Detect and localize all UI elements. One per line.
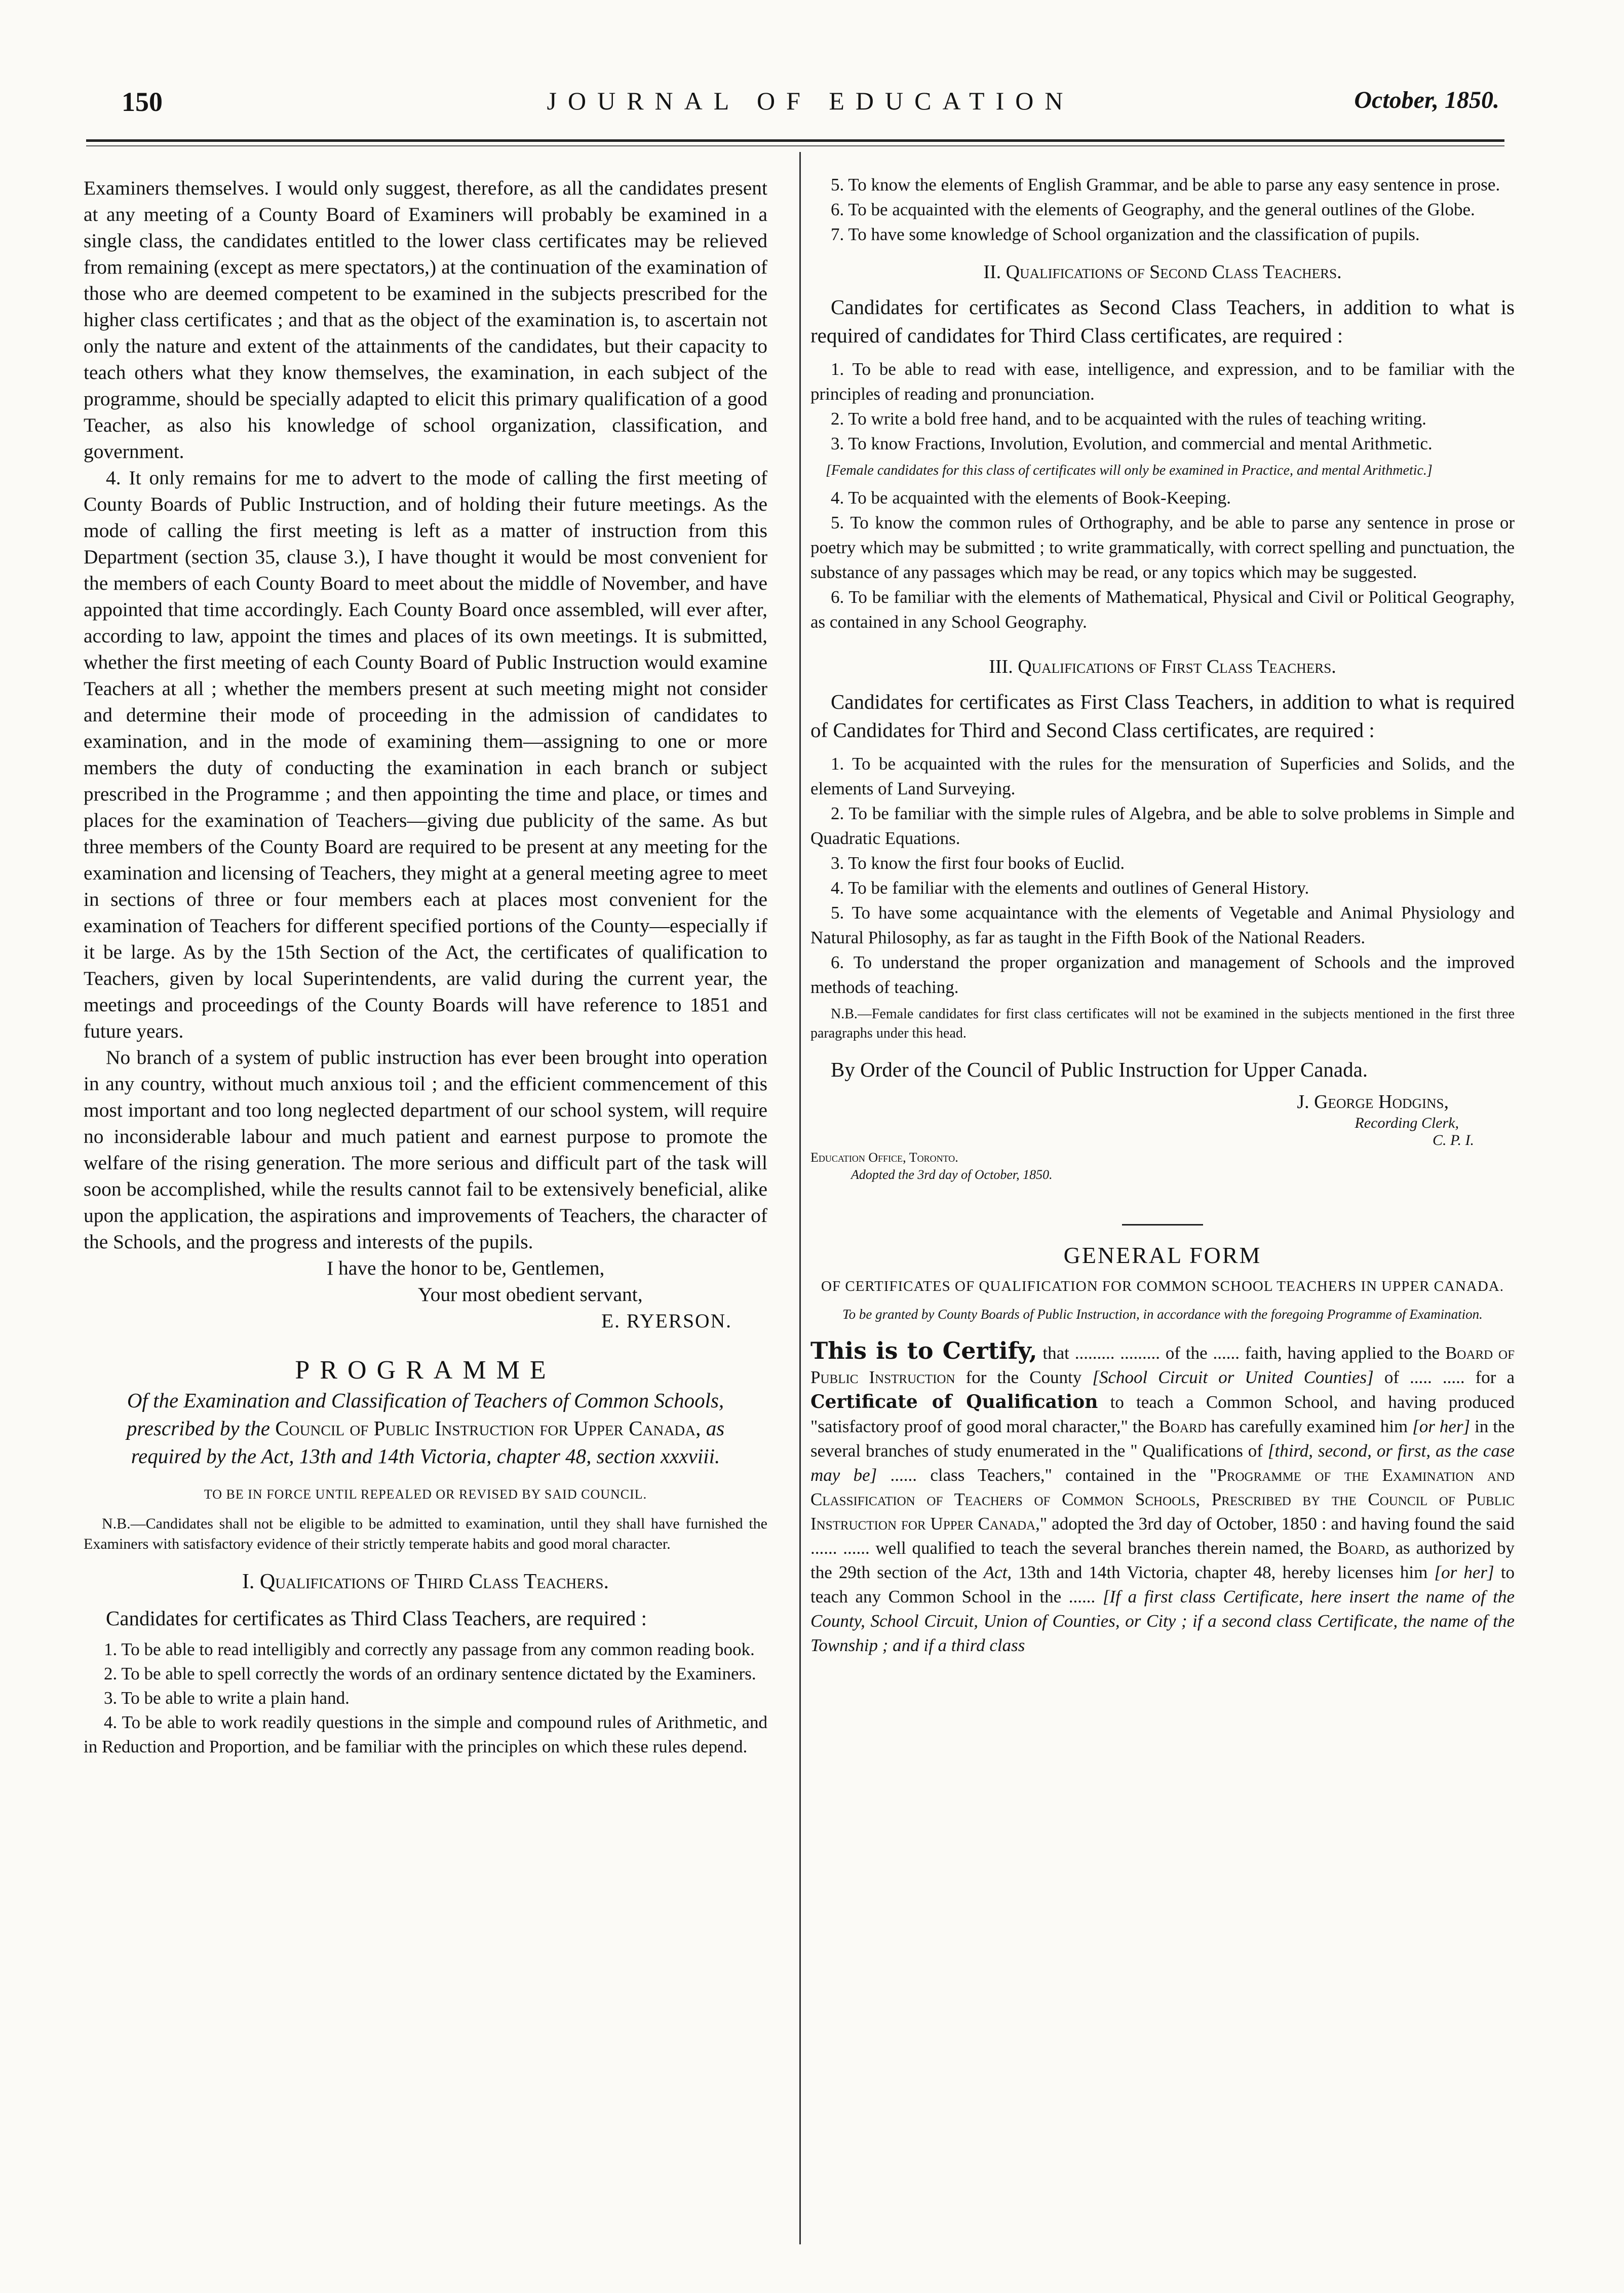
cert-text: in the several branches of study enumerated in the " Qualifications of <box>810 1417 1515 1461</box>
list-item: 2. To write a bold free hand, and to be acquainted with the rules of teaching writing. <box>831 409 1426 429</box>
issue-date: October, 1850. <box>1354 87 1499 113</box>
general-form-subheading: OF CERTIFICATES OF QUALIFICATION FOR COMMON SCHOOL TEACHERS IN UPPER CANADA. <box>821 1278 1504 1294</box>
page-number: 150 <box>122 87 163 117</box>
left-column <box>84 175 767 1759</box>
cert-text: as authorized by the 29th section of the <box>810 1538 1515 1582</box>
section-lead: Candidates for certificates as Second Class Teachers, in addition to what is required of candidates for Third Class certificates, are required : <box>810 295 1515 347</box>
cert-programme: Programme of the Examination and Classification of Teachers of Common Schools, Prescribed by the Council of Public Instruction for Upper Canada, <box>810 1465 1515 1534</box>
list-item: 2. To be familiar with the simple rules of Algebra, and be able to solve problems in Simple and Quadratic Equations. <box>810 804 1515 848</box>
cert-text: to teach any Common School in the ...... <box>810 1562 1515 1607</box>
certificate-text <box>810 1339 1515 1658</box>
granted-note: To be granted by County Boards of Public Instruction, in accordance with the foregoing Programme of Examination. <box>842 1307 1483 1322</box>
cert-board: Board of Public Instruction <box>810 1343 1515 1387</box>
section-heading-second: II. Qualifications of Second Class Teachers. <box>983 261 1342 283</box>
body-paragraph: Examiners themselves. I would only suggest, therefore, as all the candidates present at any meeting of a County Board of Examiners will probably be examined in a single class, the candidates entitled to the lower class certificates may be relieved from remaining (except as mere spectators,) at the continuation of the examination of those who are deemed competent to be examined in the subjects prescribed for the higher class certificates ; and that as the object of the examination is, to ascertain not only the nature and extent of the attainments of the candidates, but their capacity to teach others what they know themselves, the examination, in each subject of the programme, should be specially adapted to elicit this primary qualification of a good Teacher, as also his knowledge of school organization, classification, and government. <box>84 177 767 463</box>
list-item: 4. To be familiar with the elements and outlines of General History. <box>831 878 1309 898</box>
list-item: 6. To be familiar with the elements of Mathematical, Physical and Civil or Political Geography, as contained in any School Geography. <box>810 587 1515 632</box>
section-lead: Candidates for certificates as First Class Teachers, in addition to what is required of Candidates for Third and Second Class certificates, are required : <box>810 690 1515 742</box>
header-rule-thin <box>86 145 1504 146</box>
cert-text: to teach a Common School, and having produced "satisfactory proof of good moral character," the <box>810 1392 1515 1436</box>
cert-italic: [third, second, or first, as the case may be] <box>810 1441 1515 1485</box>
cert-board: Board <box>1158 1417 1207 1436</box>
list-item: 4. To be acquainted with the elements of Book-Keeping. <box>831 488 1231 508</box>
letter-closing: Your most obedient servant, <box>418 1283 643 1306</box>
first-class-nb: N.B.—Female candidates for first class certificates will not be examined in the subjects mentioned in the first three paragraphs under this head. <box>810 1006 1515 1041</box>
letter-closing: I have the honor to be, Gentlemen, <box>327 1257 605 1279</box>
section-separator <box>1122 1224 1203 1226</box>
nb-note: N.B.—Candidates shall not be eligible to be admitted to examination, until they shall have furnished the Examiners with satisfactory evidence of their strictly temperate habits and good moral character. <box>84 1515 767 1552</box>
cert-blackletter: Certificate of Qualification <box>810 1391 1098 1412</box>
list-item: 6. To be acquainted with the elements of Geography, and the general outlines of the Globe. <box>831 200 1475 219</box>
programme-subtitle-b: as required by the Act, 13th and 14th Victoria, chapter 48, section xxxviii. <box>131 1417 725 1468</box>
cert-italic: [If a first class Certificate, here insert the name of the County, School Circuit, Union of Counties, or City ; if a second class Certificate, the name of the Township ; and if a third class <box>810 1587 1515 1655</box>
council-order: By Order of the Council of Public Instruction for Upper Canada. <box>831 1058 1368 1081</box>
cert-italic: [or her] <box>1434 1562 1494 1582</box>
general-form-heading: GENERAL FORM <box>1063 1242 1262 1268</box>
cert-italic: Act, <box>983 1562 1012 1582</box>
list-item: 1. To be able to read with ease, intelligence, and expression, and to be familiar with the principles of reading and pronunciation. <box>810 359 1515 404</box>
in-force-notice: TO BE IN FORCE UNTIL REPEALED OR REVISED BY SAID COUNCIL. <box>204 1487 647 1502</box>
female-candidates-note: [Female candidates for this class of certificates will only be examined in Practice, and mental Arithmetic.] <box>826 463 1433 478</box>
section-heading-first: III. Qualifications of First Class Teachers. <box>989 656 1336 677</box>
list-item: 3. To know Fractions, Involution, Evolution, and commercial and mental Arithmetic. <box>831 434 1433 453</box>
third-class-list <box>84 1637 767 1759</box>
cert-text: that ......... ......... of the ...... faith, having applied to the <box>1042 1343 1440 1363</box>
cert-text: has carefully examined him <box>1211 1417 1408 1436</box>
body-paragraph: No branch of a system of public instruction has ever been brought into operation in any country, without much anxious toil ; and the efficient commencement of this most important and too long neglected department of our school system, will require no inconsiderable labour and much patient and earnest purpose to promote the welfare of the rising generation. The more serious and difficult part of the task will soon be accomplished, while the results cannot fail to be extensively beneficial, alike upon the application, the aspirations and improvements of Teachers, the character of the Schools, and the progress and interests of the pupils. <box>84 1046 767 1253</box>
programme-subtitle-council: Council of Public Instruction for Upper Canada, <box>275 1417 701 1440</box>
list-item: 6. To understand the proper organization and management of Schools and the improved methods of teaching. <box>810 952 1515 997</box>
section-heading-third: I. Qualifications of Third Class Teachers. <box>242 1570 609 1593</box>
right-column <box>810 172 1515 1658</box>
adopted-date: Adopted the 3rd day of October, 1850. <box>851 1167 1053 1182</box>
cert-italic: [School Circuit or United Counties] <box>1092 1367 1374 1387</box>
cert-text: of ..... ..... for a <box>1384 1367 1515 1387</box>
page-header <box>122 86 1499 132</box>
clerk-office: C. P. I. <box>1433 1132 1474 1149</box>
certify-blackletter: This is to Certify, <box>810 1337 1037 1364</box>
clerk-title: Recording Clerk, <box>1355 1115 1459 1131</box>
cert-board: Board, <box>1337 1538 1389 1558</box>
programme-heading: PROGRAMME <box>295 1356 556 1385</box>
list-item: 7. To have some knowledge of School organization and the classification of pupils. <box>831 224 1420 244</box>
journal-title: JOURNAL OF EDUCATION <box>547 87 1074 115</box>
section-lead: Candidates for certificates as Third Class Teachers, are required : <box>106 1607 647 1630</box>
list-item: 1. To be able to read intelligibly and correctly any passage from any common reading book. <box>104 1639 755 1659</box>
column-divider <box>799 152 801 2244</box>
list-item: 4. To be able to work readily questions in the simple and compound rules of Arithmetic, and in Reduction and Proportion, and be familiar with the principles on which these rules depend. <box>84 1712 767 1756</box>
header-rule <box>86 139 1504 142</box>
list-item: 5. To know the elements of English Grammar, and be able to parse any easy sentence in prose. <box>831 175 1500 195</box>
list-item: 2. To be able to spell correctly the words of an ordinary sentence dictated by the Examiners. <box>104 1664 756 1684</box>
list-item: 5. To have some acquaintance with the elements of Vegetable and Animal Physiology and Natural Philosophy, as far as taught in the Fifth Book of the National Readers. <box>810 903 1515 947</box>
programme-subtitle-a: Of the Examination and Classification of Teachers of Common Schools, prescribed by the <box>126 1389 724 1440</box>
list-item: 5. To know the common rules of Orthography, and be able to parse any sentence in prose or poetry which may be submitted ; to write grammatically, with correct spelling and punctuation, the substance of any passages which may be read, or any topics which may be suggested. <box>810 513 1515 582</box>
letter-signature: E. RYERSON. <box>601 1310 732 1332</box>
programme-subtitle <box>84 1387 767 1470</box>
body-paragraph: 4. It only remains for me to advert to the mode of calling the first meeting of County Boards of Public Instruction, and of holding their future meetings. As the mode of calling the first meeting is left as a matter of instruction from this Department (section 35, clause 3.), I have thought it would be most convenient for the members of each County Board to meet about the middle of November, and have appointed that time accordingly. Each County Board once assembled, will ever after, according to law, appoint the times and places of its own meetings. It is submitted, whether the first meeting of each County Board of Public Instruction would examine Teachers at all ; whether the members present at such meeting might not consider and determine their mode of proceeding in the admission of candidates to examination, and in the mode of examining them—assigning to one or more members the duty of conducting the examination in each branch or subject prescribed in the Programme ; and then appointing the time and place, or times and places for the examination of Teachers—giving due publicity of the same. As but three members of the County Board are required to be present at any meeting for the examination and licensing of Teachers, they might at a general meeting agree to meet in sections of three or four members each at places most convenient for the examination of Teachers for different specified portions of the County—especially if it be large. As by the 15th Section of the Act, the certificates of qualification to Teachers, given by local Superintendents, are valid during the current year, the meetings and proceedings of the County Boards will have reference to 1851 and future years. <box>84 467 767 1042</box>
list-item: 3. To know the first four books of Euclid. <box>831 853 1125 873</box>
education-office: Education Office, Toronto. <box>810 1150 958 1165</box>
cert-text: " adopted the 3rd day of October, 1850 : and having found the said ...... ...... well qualified to teach the several branches therein named, the <box>810 1514 1515 1558</box>
list-item: 1. To be acquainted with the rules for the mensuration of Superficies and Solids, and the elements of Land Surveying. <box>810 754 1515 798</box>
list-item: 3. To be able to write a plain hand. <box>104 1688 350 1708</box>
cert-italic: [or her] <box>1412 1417 1471 1436</box>
order-signature: J. George Hodgins, <box>1297 1091 1449 1113</box>
cert-text: ...... class Teachers," contained in the " <box>890 1465 1217 1485</box>
cert-text: 13th and 14th Victoria, chapter 48, hereby licenses him <box>1018 1562 1428 1582</box>
cert-text: for the County <box>965 1367 1082 1387</box>
